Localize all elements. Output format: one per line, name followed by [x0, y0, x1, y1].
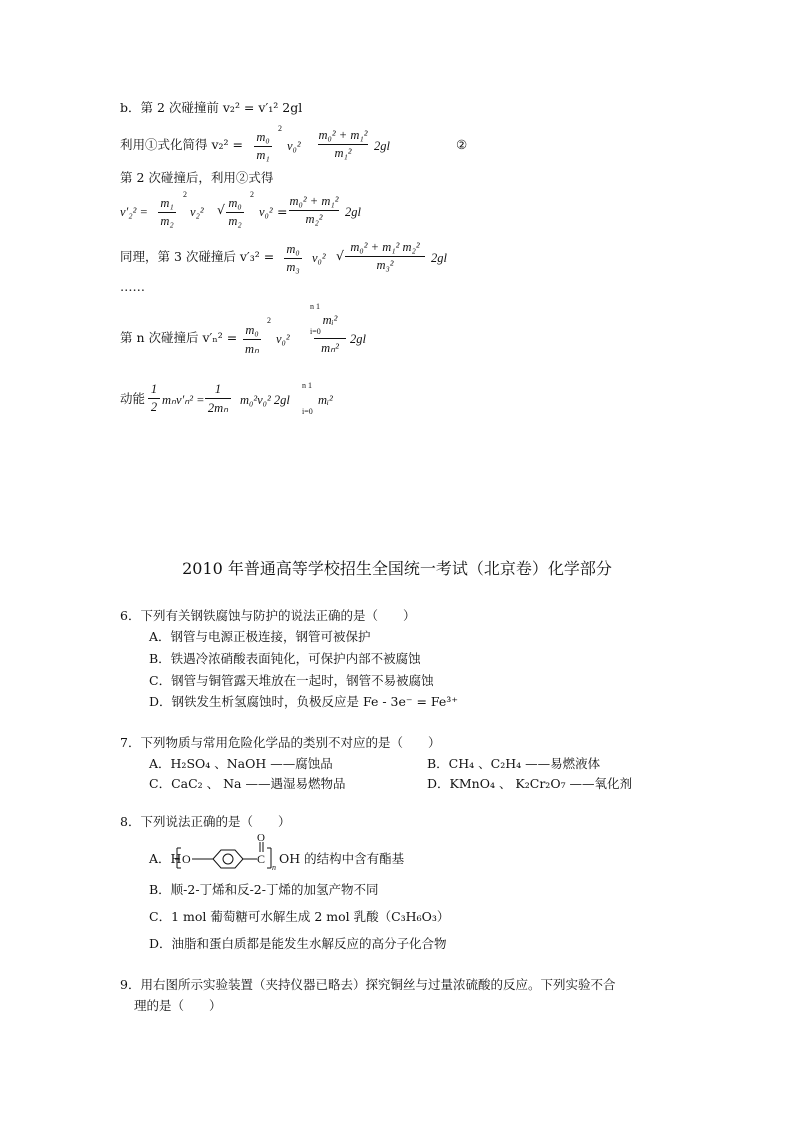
sum-lower-limit: i=0 — [310, 327, 321, 336]
term-2gl: 2gl — [374, 139, 390, 153]
exponent: 2 — [250, 190, 254, 199]
question-7-option-a: A．H₂SO₄ 、NaOH ——腐蚀品 — [149, 756, 333, 771]
equation-number-2: ② — [456, 137, 468, 152]
svg-text:O: O — [182, 852, 191, 866]
fraction-m0-m2: m₀ m₂ — [226, 196, 244, 229]
fraction-1-2mn: 1 2mₙ — [205, 382, 231, 416]
line-kinetic-energy: 动能 — [120, 391, 146, 406]
v0-squared: v₀² — [312, 251, 326, 265]
line-nth: 第 n 次碰撞后 v′ₙ² = — [120, 330, 238, 345]
ke-mid-term: mₙv′ₙ² = — [162, 393, 205, 407]
line-after-2: 第 2 次碰撞后，利用②式得 — [120, 170, 274, 185]
question-9-stem-continued: 理的是（ ） — [134, 998, 222, 1013]
question-8-option-c: C．1 mol 葡萄糖可水解生成 2 mol 乳酸（C₃H₆O₃） — [149, 909, 450, 924]
question-7-option-d: D．KMnO₄ 、 K₂Cr₂O₇ ——氧化剂 — [427, 776, 633, 791]
fraction-m0-m1: m₀ m₁ — [254, 130, 272, 163]
v2-squared: v₂² — [190, 205, 204, 219]
sum-lower-limit: i=0 — [302, 407, 313, 416]
question-8-option-a — [149, 832, 509, 872]
v2-prime-lhs: v′₂² = — [120, 205, 148, 219]
equals: = — [277, 204, 288, 219]
fraction-sum-m3: m₀² + m₁² m₂² m₃² — [345, 240, 425, 273]
term-2gl: 2gl — [350, 332, 366, 346]
term-2gl: 2gl — [431, 251, 447, 265]
option-a-prefix: A．H — [149, 851, 182, 866]
question-6-option-d: D．钢铁发生析氢腐蚀时，负极反应是 Fe - 3e⁻ = Fe³⁺ — [149, 694, 458, 709]
svg-text:O: O — [257, 832, 265, 844]
fraction-m0-m3: m₀ m₃ — [284, 242, 302, 275]
question-7-option-c: C．CaC₂ 、 Na ——遇湿易燃物品 — [149, 776, 346, 791]
v0-squared: v₀² — [276, 332, 290, 346]
section-title: 2010 年普通高等学校招生全国统一考试（北京卷）化学部分 — [182, 559, 612, 578]
exponent: 2 — [278, 124, 282, 133]
line-b: b．第 2 次碰撞前 v₂² = v′₁² 2gl — [120, 100, 303, 115]
exponent: 2 — [183, 190, 187, 199]
v0-squared: v₀² — [259, 205, 273, 219]
fraction-half: 1 2 — [148, 382, 160, 415]
question-7-stem: 7．下列物质与常用危险化学品的类别不对应的是（ ） — [120, 735, 441, 750]
v0-squared: v₀² — [287, 139, 301, 153]
question-8-stem: 8．下列说法正确的是（ ） — [120, 814, 291, 829]
question-8-option-b: B．顺-2-丁烯和反-2-丁烯的加氢产物不同 — [149, 882, 379, 897]
line-same-3rd: 同理，第 3 次碰撞后 v′₃² = — [120, 249, 275, 264]
ke-sum-term: mᵢ² — [318, 393, 333, 407]
svg-text:n: n — [272, 863, 276, 872]
sum-upper-limit: n 1 — [310, 302, 320, 311]
question-6-option-c: C．钢管与铜管露天堆放在一起时，钢管不易被腐蚀 — [149, 673, 434, 688]
question-9-stem: 9．用右图所示实验装置（夹持仪器已略去）探究铜丝与过量浓硫酸的反应。下列实验不合 — [120, 977, 616, 992]
line-use-eq1: 利用①式化简得 v₂² = — [120, 137, 244, 152]
question-6-option-a: A．钢管与电源正极连接，钢管可被保护 — [149, 629, 371, 644]
fraction-sum-mn: mᵢ² mₙ² — [314, 313, 346, 356]
option-a-suffix: OH 的结构中含有酯基 — [279, 851, 405, 866]
fraction-sum-m2: m₀² + m₁² m₂² — [289, 194, 339, 226]
sqrt-symbol: √ — [336, 248, 344, 263]
question-6-stem: 6．下列有关钢铁腐蚀与防护的说法正确的是（ ） — [120, 608, 416, 623]
fraction-m1-m2: m₁ m₂ — [158, 196, 176, 229]
ke-tail-term: m₀²v₀² 2gl — [240, 393, 290, 407]
fraction-sum-m1: m₀² + m₁² m₁² — [318, 128, 368, 160]
term-2gl: 2gl — [345, 205, 361, 219]
exponent: 2 — [267, 316, 271, 325]
ellipsis: …… — [120, 279, 145, 294]
svg-text:C: C — [257, 852, 266, 866]
question-7-option-b: B．CH₄ 、C₂H₄ ——易燃液体 — [427, 756, 601, 771]
fraction-m0-mn: m₀ mₙ — [244, 323, 259, 356]
question-8-option-d: D．油脂和蛋白质都是能发生水解反应的高分子化合物 — [149, 936, 447, 951]
question-6-option-b: B．铁遇冷浓硝酸表面钝化，可保护内部不被腐蚀 — [149, 651, 421, 666]
sqrt-symbol: √ — [217, 202, 225, 217]
sum-upper-limit: n 1 — [302, 381, 312, 390]
